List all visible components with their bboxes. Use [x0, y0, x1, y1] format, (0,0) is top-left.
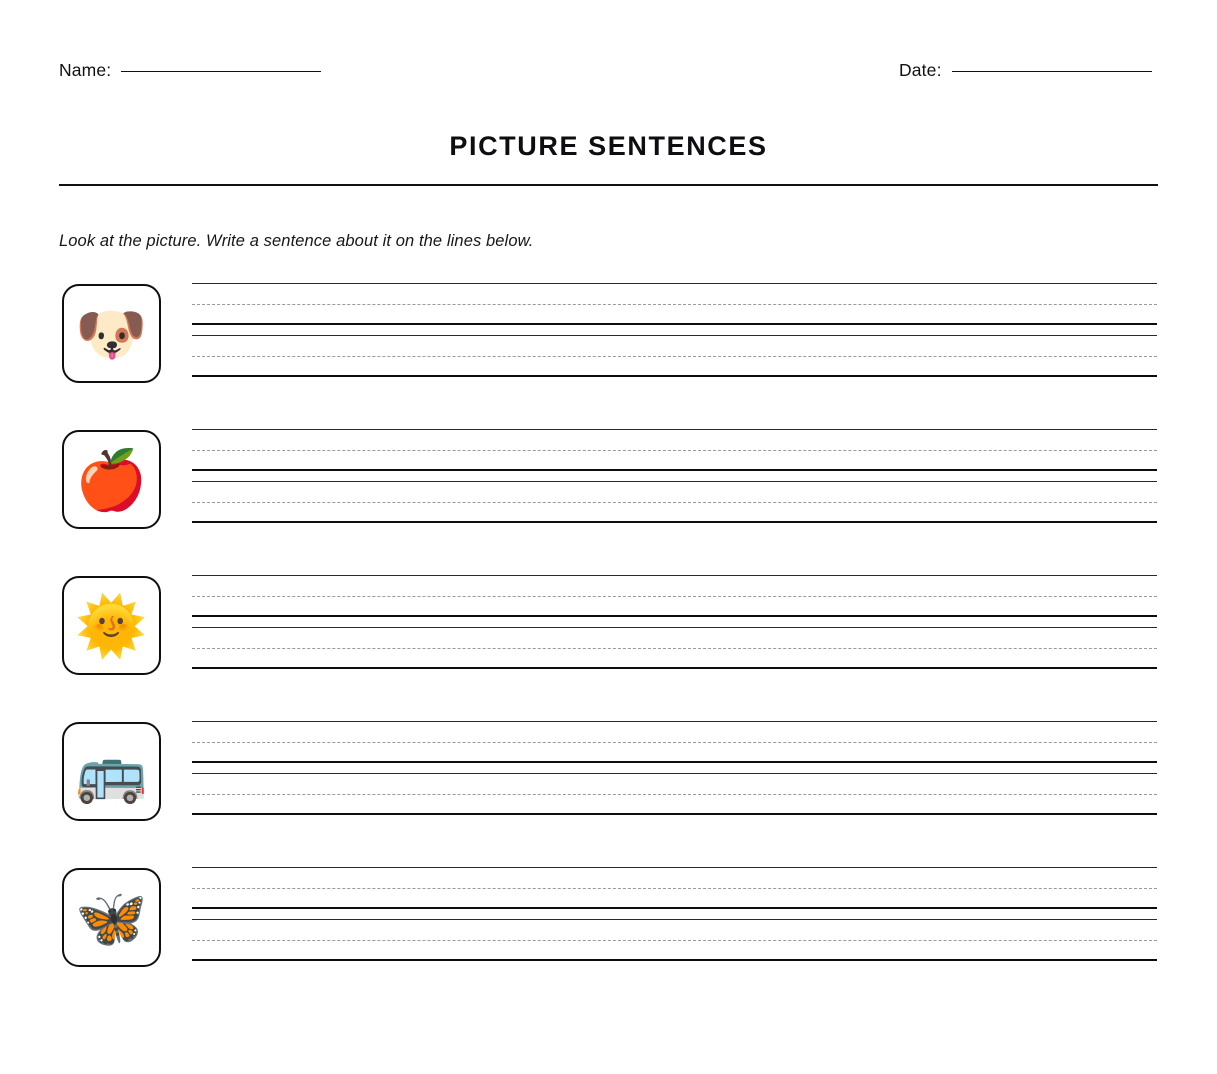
exercise-row: [0, 418, 1217, 564]
writing-line[interactable]: [192, 272, 1157, 324]
guide-rule-top: [192, 919, 1157, 920]
date-label: Date:: [899, 60, 942, 80]
writing-area[interactable]: [192, 710, 1157, 814]
picture-box-red-apple: [62, 430, 161, 529]
guide-rule-mid: [192, 502, 1157, 503]
guide-rule-top: [192, 867, 1157, 868]
exercise-row: [0, 710, 1217, 856]
writing-area[interactable]: [192, 272, 1157, 376]
guide-rule-mid: [192, 356, 1157, 357]
name-write-rule[interactable]: [121, 71, 321, 72]
guide-rule-top: [192, 721, 1157, 722]
dog-face-icon: 🐶: [75, 299, 148, 368]
guide-rule-mid: [192, 596, 1157, 597]
bus-icon: 🚌: [75, 737, 148, 806]
guide-rule-mid: [192, 940, 1157, 941]
red-apple-icon: 🍎: [75, 445, 148, 514]
guide-rule-mid: [192, 742, 1157, 743]
guide-rule-base: [192, 521, 1157, 523]
exercise-row: [0, 272, 1217, 418]
writing-line[interactable]: [192, 710, 1157, 762]
writing-area[interactable]: [192, 564, 1157, 668]
picture-box-butterfly: [62, 868, 161, 967]
guide-rule-top: [192, 283, 1157, 284]
exercise-row: [0, 564, 1217, 710]
guide-rule-base: [192, 375, 1157, 377]
guide-rule-mid: [192, 888, 1157, 889]
guide-rule-base: [192, 813, 1157, 815]
guide-rule-top: [192, 627, 1157, 628]
guide-rule-top: [192, 429, 1157, 430]
guide-rule-top: [192, 335, 1157, 336]
picture-box-bus: [62, 722, 161, 821]
writing-line[interactable]: [192, 762, 1157, 814]
writing-line[interactable]: [192, 856, 1157, 908]
picture-box-dog-face: [62, 284, 161, 383]
guide-rule-top: [192, 575, 1157, 576]
guide-rule-top: [192, 773, 1157, 774]
guide-rule-mid: [192, 648, 1157, 649]
writing-line[interactable]: [192, 324, 1157, 376]
student-info-row: [59, 60, 1158, 90]
writing-line[interactable]: [192, 470, 1157, 522]
name-label: Name:: [59, 60, 112, 80]
writing-line[interactable]: [192, 616, 1157, 668]
butterfly-icon: 🦋: [75, 883, 148, 952]
writing-line[interactable]: [192, 908, 1157, 960]
sun-with-face-icon: 🌞: [75, 591, 148, 660]
guide-rule-base: [192, 959, 1157, 961]
picture-box-sun-with-face: [62, 576, 161, 675]
instruction-text: Look at the picture. Write a sentence about it on the lines below.: [59, 232, 534, 250]
guide-rule-mid: [192, 794, 1157, 795]
date-write-rule[interactable]: [952, 71, 1152, 72]
page-title: PICTURE SENTENCES: [449, 131, 768, 161]
exercise-row: [0, 856, 1217, 1002]
writing-line[interactable]: [192, 418, 1157, 470]
date-field[interactable]: [899, 60, 1152, 90]
exercise-list: [0, 272, 1217, 1002]
guide-rule-mid: [192, 450, 1157, 451]
writing-area[interactable]: [192, 418, 1157, 522]
writing-area[interactable]: [192, 856, 1157, 960]
guide-rule-mid: [192, 304, 1157, 305]
guide-rule-top: [192, 481, 1157, 482]
writing-line[interactable]: [192, 564, 1157, 616]
title-divider: [59, 184, 1158, 186]
name-field[interactable]: [59, 60, 321, 90]
guide-rule-base: [192, 667, 1157, 669]
